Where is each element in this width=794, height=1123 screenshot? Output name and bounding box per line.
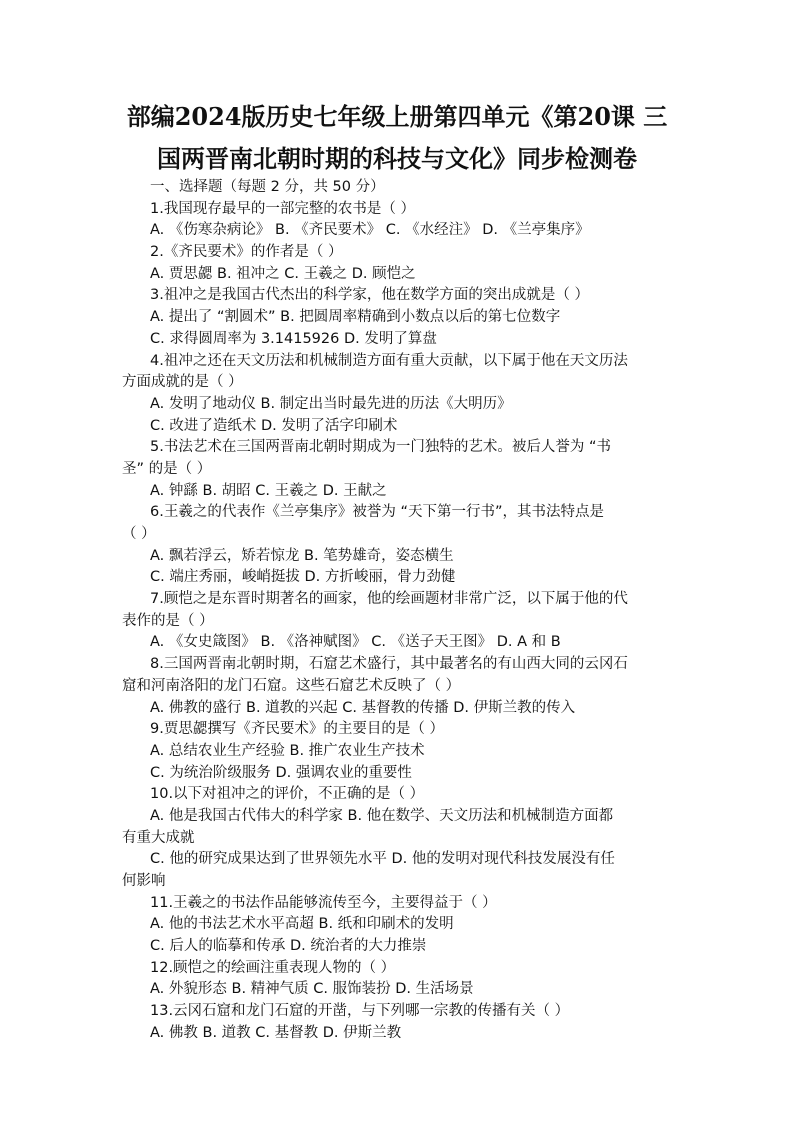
line-continuation: 何影响: [122, 873, 166, 889]
question-options: C. 他的研究成果达到了世界领先水平 D. 他的发明对现代科技发展没有任: [150, 851, 615, 868]
question-stem: 12.顾恺之的绘画注重表现人物的（ ）: [150, 959, 396, 976]
document-title-line-1: 部编2024版历史七年级上册第四单元《第20课 三: [126, 102, 668, 131]
question-options: C. 为统治阶级服务 D. 强调农业的重要性: [150, 764, 412, 781]
question-stem: 3.祖冲之是我国古代杰出的科学家，他在数学方面的突出成就是（ ）: [150, 287, 589, 304]
question-options: A. 发明了地动仪 B. 制定出当时最先进的历法《大明历》: [150, 395, 512, 412]
question-stem: 5.书法艺术在三国两晋南北朝时期成为一门独特的艺术。被后人誉为 “书: [150, 439, 611, 456]
section-heading: 一、选择题（每题 2 分，共 50 分）: [150, 179, 385, 195]
document-body: [122, 177, 674, 1045]
question-options: A. 佛教 B. 道教 C. 基督教 D. 伊斯兰教: [150, 1024, 402, 1041]
question-options: A. 他是我国古代伟大的科学家 B. 他在数学、天文历法和机械制造方面都: [150, 807, 614, 824]
question-options: A. 总结农业生产经验 B. 推广农业生产技术: [150, 742, 425, 759]
question-stem: 13.云冈石窟和龙门石窟的开凿，与下列哪一宗教的传播有关（ ）: [150, 1003, 570, 1020]
question-stem: 11.王羲之的书法作品能够流传至今，主要得益于（ ）: [150, 894, 497, 911]
question-options: A. 提出了 “割圆术” B. 把圆周率精确到小数点以后的第七位数字: [150, 309, 561, 326]
line-continuation: 表作的是（ ）: [122, 612, 214, 629]
line-continuation: 方面成就的是（ ）: [122, 374, 243, 391]
line-continuation: （ ）: [122, 526, 156, 542]
line-continuation: 窟和河南洛阳的龙门石窟。这些石窟艺术反映了（ ）: [122, 677, 461, 694]
question-options: C. 端庄秀丽，峻峭挺拔 D. 方折峻丽，骨力劲健: [150, 569, 456, 586]
question-options: A. 佛教的盛行 B. 道教的兴起 C. 基督教的传播 D. 伊斯兰教的传入: [150, 699, 576, 716]
question-options: A. 贾思勰 B. 祖冲之 C. 王羲之 D. 顾恺之: [150, 265, 416, 282]
question-stem: 2.《齐民要术》的作者是（ ）: [150, 244, 343, 261]
question-options: C. 后人的临摹和传承 D. 统治者的大力推崇: [150, 938, 427, 955]
question-options: A. 《女史箴图》 B. 《洛神赋图》 C. 《送子天王图》 D. A 和 B: [150, 634, 561, 651]
question-stem: 9.贾思勰撰写《齐民要术》的主要目的是（ ）: [150, 721, 444, 738]
line-continuation: 有重大成就: [122, 829, 195, 846]
question-stem: 10.以下对祖冲之的评价，不正确的是（ ）: [150, 786, 425, 803]
question-stem: 6.王羲之的代表作《兰亭集序》被誉为 “天下第一行书”，其书法特点是: [150, 504, 604, 521]
question-stem: 4.祖冲之还在天文历法和机械制造方面有重大贡献，以下属于他在天文历法: [150, 352, 628, 369]
question-options: A. 《伤寒杂病论》 B. 《齐民要术》 C. 《水经注》 D. 《兰亭集序》: [150, 222, 590, 239]
question-options: A. 他的书法艺术水平高超 B. 纸和印刷术的发明: [150, 916, 454, 933]
question-options: A. 飘若浮云，矫若惊龙 B. 笔势雄奇，姿态横生: [150, 547, 454, 564]
document-title-line-2: 国两晋南北朝时期的科技与文化》同步检测卷: [157, 144, 637, 173]
question-stem: 8.三国两晋南北朝时期，石窟艺术盛行，其中最著名的有山西大同的云冈石: [150, 656, 628, 673]
question-options: A. 钟繇 B. 胡昭 C. 王羲之 D. 王献之: [150, 482, 387, 499]
question-options: C. 改进了造纸术 D. 发明了活字印刷术: [150, 417, 398, 434]
question-list: [122, 199, 674, 1045]
question-options: A. 外貌形态 B. 精神气质 C. 服饰装扮 D. 生活场景: [150, 981, 474, 998]
question-options: C. 求得圆周率为 3.1415926 D. 发明了算盘: [150, 330, 437, 347]
question-stem: 1.我国现存最早的一部完整的农书是（ ）: [150, 200, 415, 217]
line-continuation: 圣” 的是（ ）: [122, 460, 212, 477]
question-stem: 7.顾恺之是东晋时期著名的画家，他的绘画题材非常广泛，以下属于他的代: [150, 591, 628, 608]
